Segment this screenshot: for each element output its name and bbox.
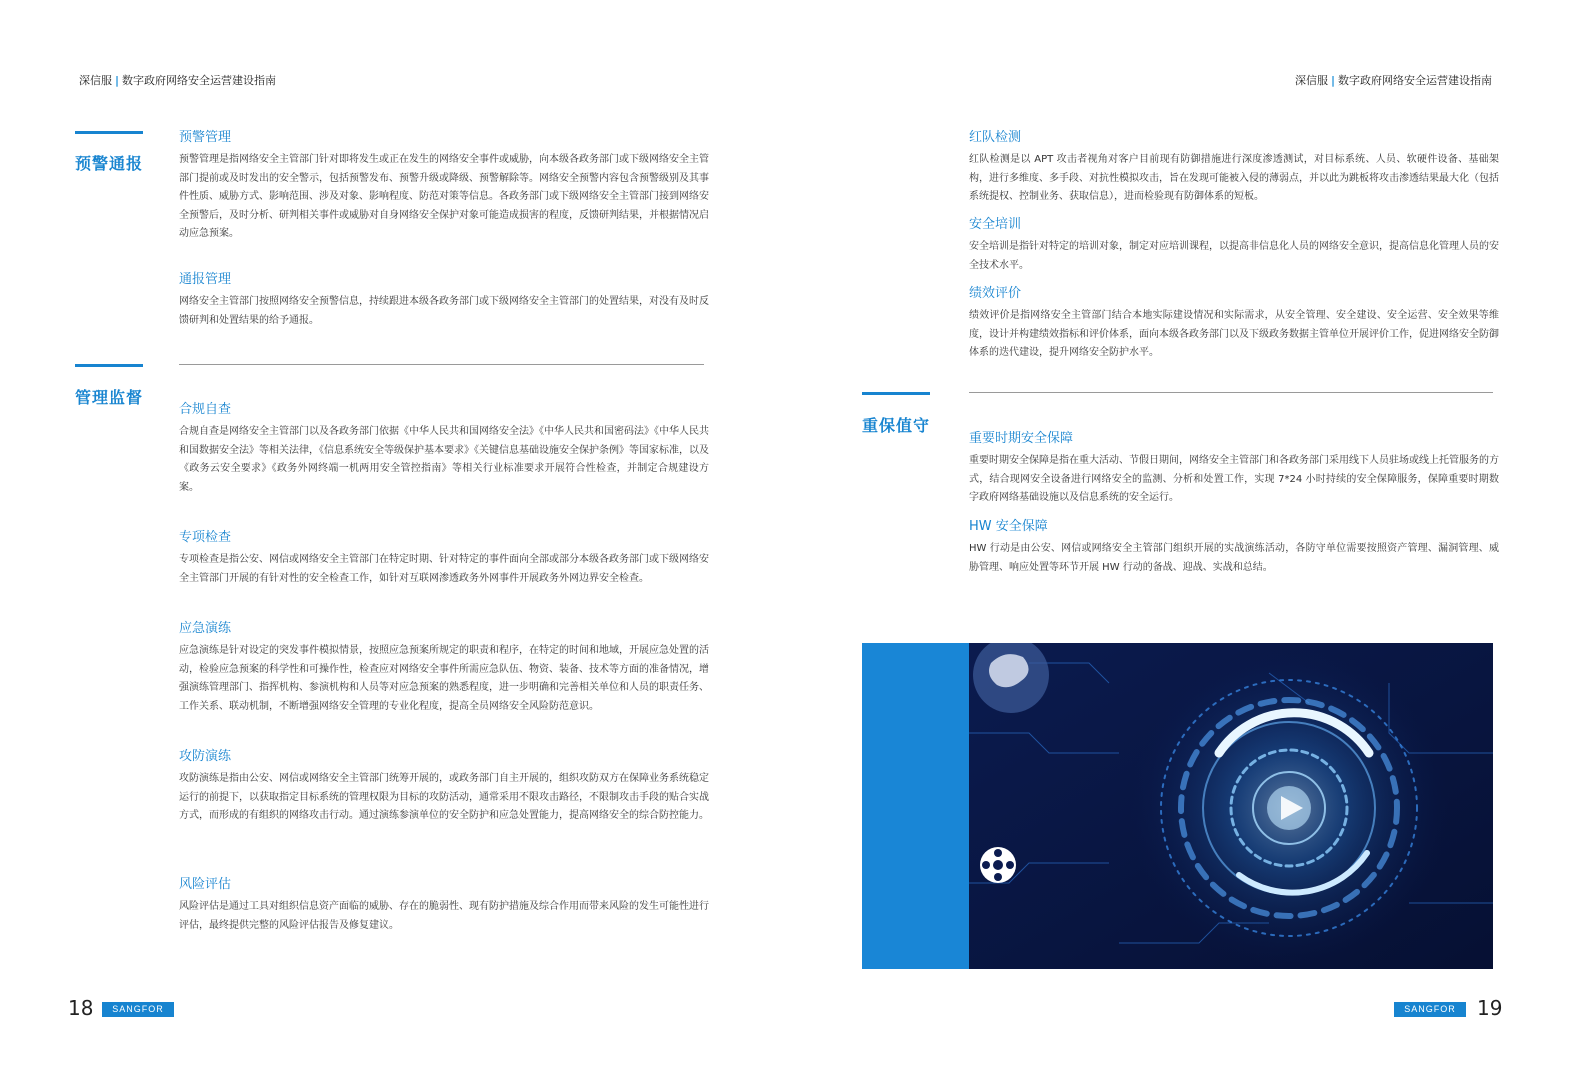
item-performance-evaluation [969,285,1499,363]
item-title: 风险评估 [179,877,232,892]
item-text: 红队检测是以 APT 攻击者视角对客户目前现有防御措施进行深度渗透测试，对目标系统、人员、软硬件设备、基础架构，进行多维度、多手段、对抗性模拟攻击，旨在发现可能被入侵的薄弱点，并以此为跳板将攻击渗透结果最大化（包括系统提权、控制业务、获取信息），进而检验现有防御体系的短板。 [969,154,1499,202]
item-warning-management [179,129,709,244]
item-critical-period-protection [969,430,1499,508]
item-title: 红队检测 [969,130,1022,145]
item-attack-defense-drill [179,748,709,826]
item-text: 预警管理是指网络安全主管部门针对即将发生或正在发生的网络安全事件或威胁，向本级各政务部门或下级网络安全主管部门提前或及时发出的安全警示，包括预警发布、预警升级或降级、预警解除等。网络安全预警内容包含预警级别及其事件性质、威胁方式、影响范围、涉及对象、影响程度、防范对策等信息。各政务部门或下级网络安全主管部门接到网络安全预警后，及时分析、研判相关事件或威胁对自身网络安全保护对象可能造成损害的程度，反馈研判结果，并根据情况启动应急预案。 [179,154,709,239]
item-text: 攻防演练是指由公安、网信或网络安全主管部门统筹开展的，或政务部门自主开展的，组织攻防双方在保障业务系统稳定运行的前提下，以获取指定目标系统的管理权限为目标的攻防活动，通常采用不限攻击路径，不限制攻击手段的贴合实战方式，而形成的有组织的网络攻击行动。通过演练参演单位的安全防护和应急处置能力，提高网络安全的综合防控能力。 [179,773,709,821]
item-text: 合规自查是网络安全主管部门以及各政务部门依据《中华人民共和国网络安全法》《中华人民共和国密码法》《中华人民共和国数据安全法》等相关法律，《信息系统安全等级保护基本要求》《关键信息基础设施安全保护条例》等国家标准，以及《政务云安全要求》《政务外网终端一机两用安全管控指南》等相关行业标准要求开展符合性检查，并制定合规建设方案。 [179,426,709,493]
header-separator: | [1330,74,1335,87]
item-text: 网络安全主管部门按照网络安全预警信息，持续跟进本级各政务部门或下级网络安全主管部门的处置结果，对没有及时反馈研判和处置结果的给予通报。 [179,296,709,326]
item-text: 专项检查是指公安、网信或网络安全主管部门在特定时期、针对特定的事件面向全部或部分本级各政务部门或下级网络安全主管部门开展的有针对性的安全检查工作，如针对互联网渗透政务外网事件开展政务外网边界安全检查。 [179,554,709,584]
item-title: 应急演练 [179,621,232,636]
page-header [1295,72,1492,88]
item-risk-assessment [179,876,709,935]
section-bar [75,364,143,367]
header-title: 数字政府网络安全运营建设指南 [122,74,277,87]
header-title: 数字政府网络安全运营建设指南 [1338,74,1492,87]
brand-tag: SANGFOR [102,1002,174,1017]
item-text: 应急演练是针对设定的突发事件模拟情景，按照应急预案所规定的职责和程序，在特定的时间和地域，开展应急处置的活动，检验应急预案的科学性和可操作性，检查应对网络安全事件所需应急队伍、物资、装备、技术等方面的准备情况，增强演练管理部门、指挥机构、参演机构和人员等对应急预案的熟悉程度，进一步明确和完善相关单位和人员的职责任务、工作关系、联动机制，不断增强网络安全管理的专业化程度，提高全员网络安全风险防范意识。 [179,645,709,712]
header-brand: 深信服 [1294,74,1328,87]
item-title: 攻防演练 [179,749,232,764]
item-compliance-check [179,401,709,497]
section-title-supervision: 管理监督 [75,388,144,407]
section-bar [862,392,930,395]
header-brand: 深信服 [79,74,112,87]
item-title: HW 安全保障 [969,519,1048,534]
item-special-inspection [179,529,709,588]
item-text: 风险评估是通过工具对组织信息资产面临的威胁、存在的脆弱性、现有防护措施及综合作用而带来风险的发生可能性进行评估，最终提供完整的风险评估报告及修复建议。 [179,901,709,931]
section-title-warning: 预警通报 [75,154,144,173]
section-title-protection: 重保值守 [862,416,931,435]
brand-tag: SANGFOR [1394,1002,1466,1017]
item-hw-protection [969,518,1499,577]
item-text: 安全培训是指针对特定的培训对象，制定对应培训课程，以提高非信息化人员的网络安全意识，提高信息化管理人员的安全技术水平。 [969,241,1499,271]
section-divider [969,392,1493,393]
item-red-team [969,129,1499,207]
item-notice-management [179,271,709,330]
cyber-security-image [862,643,1493,969]
item-text: 重要时期安全保障是指在重大活动、节假日期间，网络安全主管部门和各政务部门采用线下人员驻场或线上托管服务的方式，结合现网安全设备进行网络安全的监测、分析和处置工作，实现 7*24 小时持续的安全保障服务，保障重要时期数字政府网络基础设施以及信息系统的安全运行。 [969,455,1499,503]
item-title: 合规自查 [179,402,232,417]
header-separator: | [115,74,120,87]
right-page [794,0,1588,1078]
item-title: 安全培训 [969,217,1022,232]
item-text: 绩效评价是指网络安全主管部门结合本地实际建设情况和实际需求，从安全管理、安全建设、安全运营、安全效果等维度，设计并构建绩效指标和评价体系，面向本级各政务部门以及下级政务数据主管单位开展评价工作，促进网络安全防御体系的迭代建设，提升网络安全防护水平。 [969,310,1499,358]
page-number: 19 [1477,996,1503,1020]
item-emergency-drill [179,620,709,716]
item-title: 预警管理 [179,130,232,145]
item-title: 通报管理 [179,272,232,287]
item-text: HW 行动是由公安、网信或网络安全主管部门组织开展的实战演练活动，各防守单位需要按照资产管理、漏洞管理、威胁管理、响应处置等环节开展 HW 行动的备战、迎战、实战和总结。 [969,543,1499,573]
page-number: 18 [68,996,94,1020]
item-title: 专项检查 [179,530,232,545]
film-reel-icon [980,847,1016,883]
section-divider [179,364,704,365]
item-title: 重要时期安全保障 [969,431,1074,446]
cyber-illustration [969,643,1493,969]
section-bar [75,131,143,134]
image-accent-strip [862,643,969,969]
item-security-training [969,216,1499,275]
item-title: 绩效评价 [969,286,1022,301]
page-header [79,72,276,88]
